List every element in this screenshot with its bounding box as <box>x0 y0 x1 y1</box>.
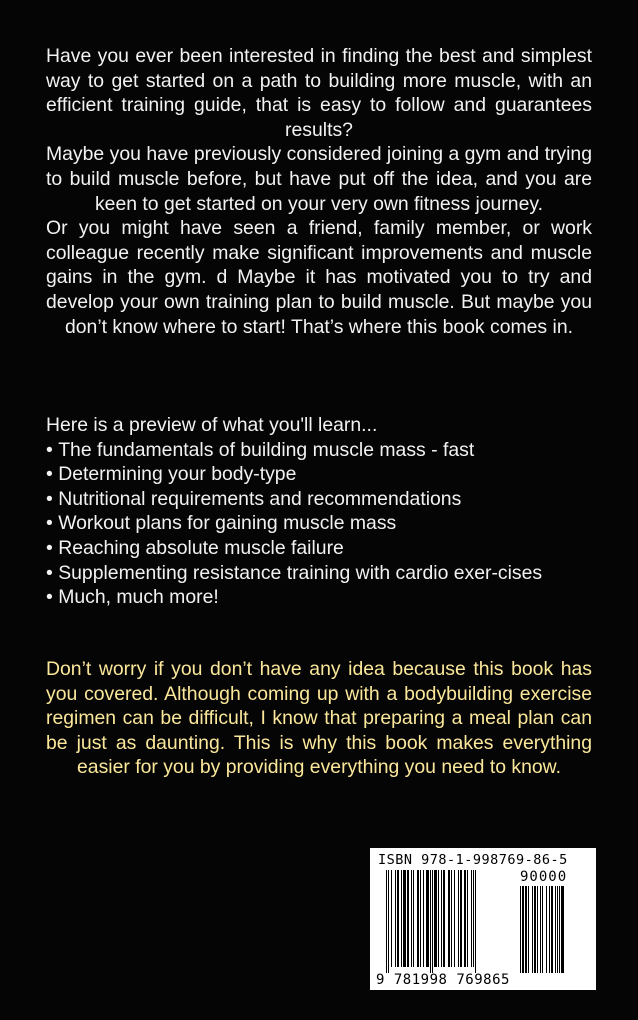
preview-lead: Here is a preview of what you'll learn... <box>46 414 378 436</box>
barcode-digits: 9 781998 769865 <box>376 972 510 988</box>
list-item: • Supplementing resistance training with cardio exer-cises <box>46 561 580 586</box>
addon-barcode-bars <box>520 886 580 973</box>
intro-text <box>46 44 592 339</box>
list-item: • The fundamentals of building muscle mass - fast <box>46 438 580 463</box>
list-item: • Nutritional requirements and recommendations <box>46 487 580 512</box>
closing-text <box>46 657 592 780</box>
intro-paragraph-2: Maybe you have previously considered joining a gym and trying to build muscle before, but have put off the idea, and you are keen to get started on your very own fitness journey. <box>46 143 592 215</box>
ean-barcode-bars <box>386 870 522 973</box>
list-item: • Determining your body-type <box>46 462 580 487</box>
isbn-label: ISBN 978-1-998769-86-5 <box>378 852 568 868</box>
preview-list-section <box>46 413 606 610</box>
closing-paragraph: Don’t worry if you don’t have any idea because this book has you covered. Although coming up with a bodybuilding exercise regimen can be difficult, I know that preparing a meal plan can be just as daunting. This is why this book makes everything easier for you by providing everything you need to know. <box>46 658 592 779</box>
list-item: • Workout plans for gaining muscle mass <box>46 511 580 536</box>
price-code: 90000 <box>520 869 568 885</box>
isbn-barcode <box>370 848 596 990</box>
list-item: • Reaching absolute muscle failure <box>46 536 580 561</box>
list-item: • Much, much more! <box>46 585 580 610</box>
intro-paragraph-1: Have you ever been interested in finding the best and simplest way to get started on a path to building more muscle, with an efficient training guide, that is easy to follow and guarantees results? <box>46 45 592 141</box>
preview-list <box>46 438 606 610</box>
intro-paragraph-3: Or you might have seen a friend, family member, or work colleague recently make significant improvements and muscle gains in the gym. d Maybe it has motivated you to try and develop your own training plan to build muscle. But maybe you don’t know where to start! That’s where this book comes in. <box>46 217 592 338</box>
